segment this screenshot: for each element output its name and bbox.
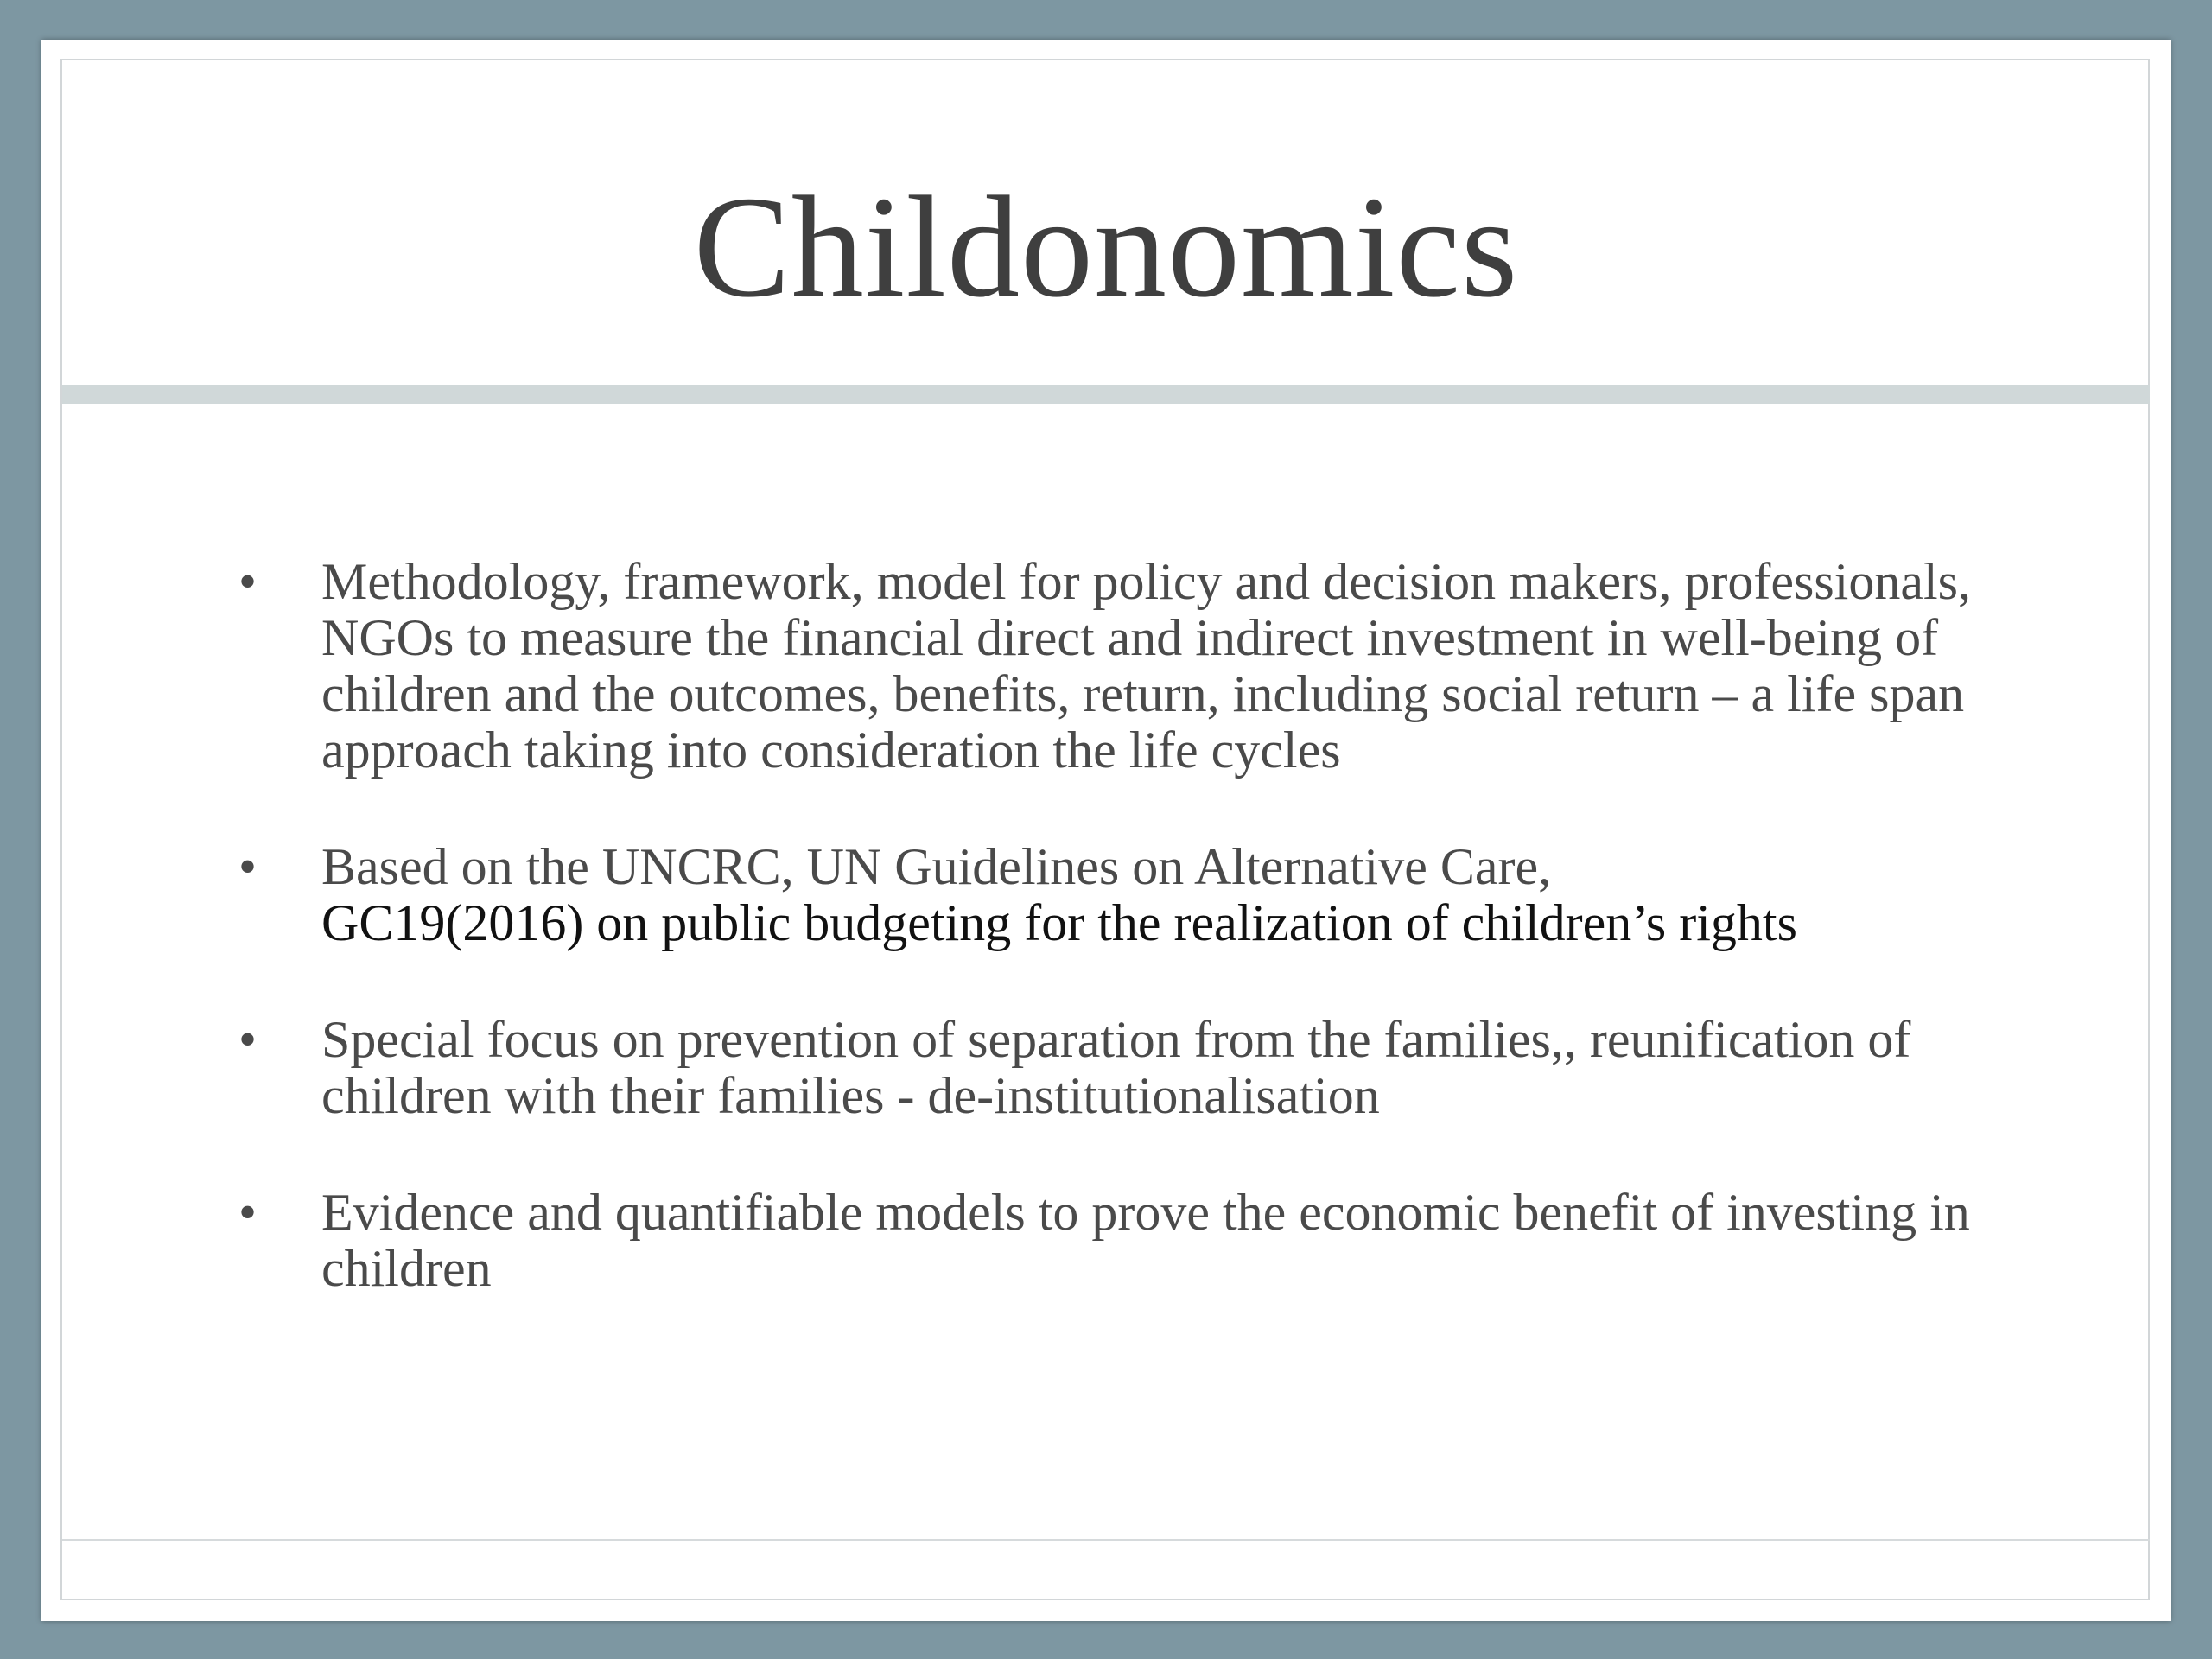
bullet-dot-icon: • (238, 1011, 257, 1068)
bullet-text: Based on the UNCRC, UN Guidelines on Alternative Care, (321, 838, 1552, 895)
bullet-dot-icon: • (238, 1184, 257, 1241)
bullet-item (238, 1185, 2018, 1297)
slide (41, 40, 2171, 1621)
bullet-text: Special focus on prevention of separation from the families,, reunification of children with their families - de-institutionalisation (321, 1011, 1911, 1124)
bullet-item (238, 1012, 2018, 1124)
bullet-item (238, 839, 2018, 951)
bullet-text: Methodology, framework, model for policy and decision makers, professionals, NGOs to measure the financial direct and indirect investment in well-being of children and the outcomes, benefits, return, including social return – a life span approach taking into consideration the life cycles (321, 553, 1971, 779)
bullet-item (238, 554, 2018, 779)
bullet-text-emphasis: GC19(2016) on public budgeting for the realization of children’s rights (321, 894, 1797, 951)
slide-title: Childonomics (693, 167, 1519, 327)
footer-divider (62, 1539, 2150, 1541)
bullet-dot-icon: • (238, 553, 257, 610)
bullet-list (238, 554, 2018, 1357)
bullet-dot-icon: • (238, 838, 257, 895)
title-divider (62, 385, 2150, 404)
bullet-text: Evidence and quantifiable models to prove the economic benefit of investing in children (321, 1184, 1970, 1297)
